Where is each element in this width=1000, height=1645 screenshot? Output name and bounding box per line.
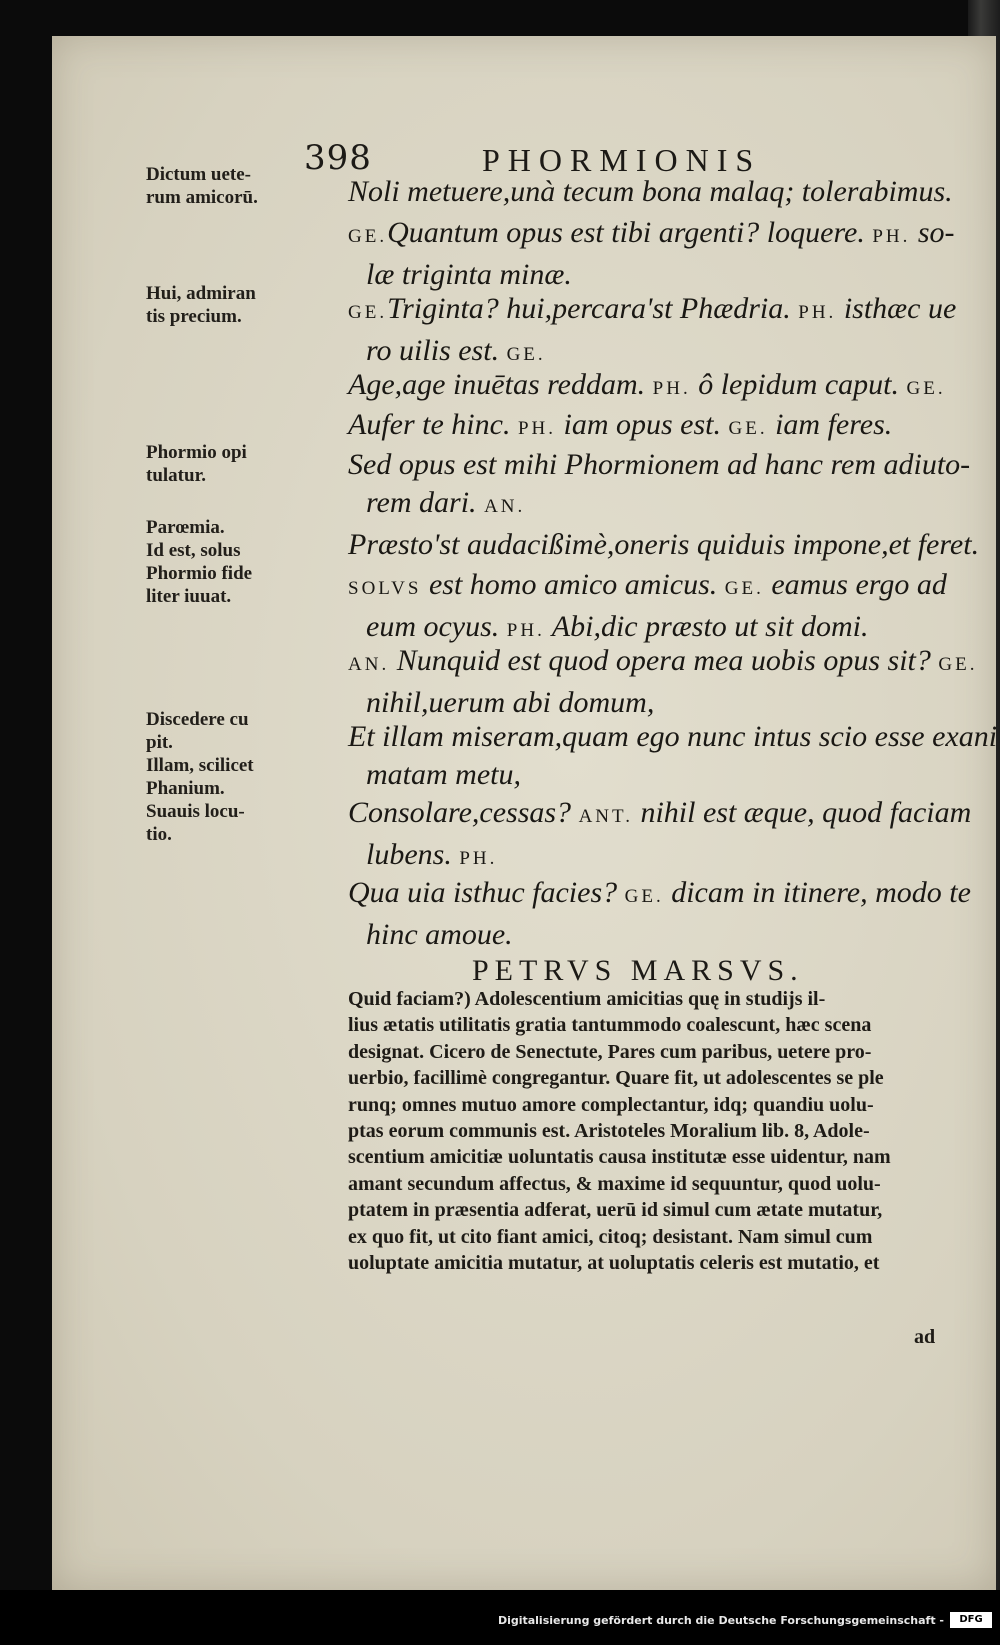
commentary-line: uerbio, facillimè congregantur. Quare fit, ut adolescentes se ple	[348, 1067, 884, 1090]
marginal-note-line: Discedere cu	[146, 709, 249, 730]
verse-run: iam opus est.	[556, 408, 729, 441]
marginal-note-line: Phormio fide	[146, 563, 253, 584]
running-head: PHORMIONIS	[482, 142, 762, 178]
book-page	[52, 36, 996, 1590]
commentary-line: runq; omnes mutuo amore complectantur, idq; quandiu uolu-	[348, 1093, 874, 1116]
verse-line	[348, 642, 988, 722]
verse-run: Nunquid est quod opera mea uobis opus sit?	[389, 644, 939, 677]
verse-line	[348, 718, 998, 794]
speaker-abbreviation: PH.	[652, 378, 691, 399]
verse-run: Age,age inuētas reddam.	[348, 368, 653, 401]
marginal-note-line: tis precium.	[146, 306, 242, 327]
verse-line	[348, 214, 988, 294]
commentary-line: lius ætatis utilitatis gratia tantummodo coalescunt, hæc scena	[348, 1014, 872, 1037]
speaker-abbreviation: GE.	[728, 418, 768, 439]
speaker-abbreviation: GE.	[506, 344, 546, 365]
verse-run: nihil,uerum abi domum,	[366, 686, 655, 719]
verse-run: Consolare,cessas?	[348, 796, 579, 829]
marginal-note-line: tulatur.	[146, 465, 207, 486]
speaker-abbreviation: GE.	[938, 654, 978, 675]
verse-text	[348, 446, 988, 484]
verse-run: Noli metuere,unà tecum bona malaq; tolerabimus.	[348, 175, 953, 208]
commentary-line: designat. Cicero de Senectute, Pares cum paribus, uetere pro-	[348, 1040, 872, 1063]
verse-run: lubens.	[366, 838, 460, 871]
commentary-line: uoluptate amicitia mutatur, at uoluptatis celeris est mutatio, et	[348, 1252, 880, 1275]
commentary-block	[348, 986, 988, 1276]
speaker-abbreviation: PH.	[459, 848, 498, 869]
verse-continuation	[348, 756, 988, 794]
marginal-note-line: tio.	[146, 824, 172, 845]
commentary-line: ptatem in præsentia adferat, uerū id simul cum ætate mutatur,	[348, 1199, 883, 1222]
verse-line	[348, 874, 988, 954]
catchword: ad	[914, 1326, 936, 1348]
verse-continuation	[348, 684, 988, 722]
marginal-note-line: Phormio opi	[146, 442, 247, 463]
verse-run: ro uilis est.	[366, 334, 507, 367]
verse-continuation	[348, 916, 988, 954]
verse-line	[348, 290, 988, 374]
verse-line	[348, 566, 988, 650]
verse-run: matam metu,	[366, 758, 521, 791]
speaker-abbreviation: GE.	[724, 578, 764, 599]
speaker-abbreviation: PH.	[798, 302, 837, 323]
verse-run: iam feres.	[767, 408, 893, 441]
verse-run: rem dari.	[366, 486, 485, 519]
verse-text	[348, 173, 988, 211]
marginal-note-line: Id est, solus	[146, 540, 241, 561]
verse-continuation	[348, 836, 988, 878]
verse-run: isthæc ue	[836, 292, 957, 325]
section-heading: PETRVS MARSVS.	[472, 954, 804, 987]
page-number: 398	[304, 138, 372, 178]
commentary-line: ex quo fit, ut cito fiant amici, citoq; desistant. Nam simul cum	[348, 1225, 873, 1248]
verse-run: hinc amoue.	[366, 918, 513, 951]
verse-run: Præsto'st audacißimè,oneris quiduis impone,et feret.	[348, 528, 980, 561]
verse-run: so-	[910, 216, 955, 249]
verse-run: nihil est æque, quod faciam	[632, 796, 972, 829]
verse-line	[348, 446, 988, 526]
funding-credit: Digitalisierung gefördert durch die Deutsche Forschungsgemeinschaft -	[497, 1614, 944, 1627]
marginal-note-line: Suauis locu-	[146, 801, 245, 822]
speaker-abbreviation: SOLVS	[348, 578, 422, 599]
speaker-abbreviation: AN.	[484, 496, 526, 517]
marginal-note-line: Phanium.	[146, 778, 225, 799]
speaker-abbreviation: GE.	[906, 378, 946, 399]
marginal-note-line: rum amicorū.	[146, 187, 258, 208]
speaker-abbreviation: PH.	[517, 418, 556, 439]
verse-line	[348, 366, 988, 408]
marginal-note-line: Illam, scilicet	[146, 755, 254, 776]
verse-text	[348, 526, 988, 564]
commentary-line: amant secundum affectus, & maxime id sequuntur, quod uolu-	[348, 1172, 881, 1195]
verse-run: Triginta? hui,percara'st Phædria.	[387, 292, 799, 325]
marginal-note-line: Parœmia.	[146, 517, 225, 538]
verse-run: dicam in itinere, modo te	[663, 876, 971, 909]
marginal-note-line: pit.	[146, 732, 173, 753]
digitization-footer	[0, 1590, 1000, 1645]
verse-run: ô lepidum caput.	[690, 368, 907, 401]
verse-run: Aufer te hinc.	[348, 408, 518, 441]
speaker-abbreviation: GE.	[348, 302, 388, 323]
verse-run: eum ocyus.	[366, 610, 507, 643]
marginal-note-line: Hui, admiran	[146, 283, 256, 304]
commentary-line: scentium amicitiæ uoluntatis causa institutæ esse uidentur, nam	[348, 1146, 891, 1169]
verse-run: Abi,dic præsto ut sit domi.	[544, 610, 869, 643]
speaker-abbreviation: PH.	[506, 620, 545, 641]
commentary-line: ptas eorum communis est. Aristoteles Moralium lib. 8, Adole-	[348, 1120, 870, 1143]
dfg-logo-icon: DFG	[950, 1612, 992, 1628]
verse-text	[348, 366, 988, 408]
verse-line	[348, 794, 988, 878]
verse-run: Et illam miseram,quam ego nunc intus scio esse exani	[348, 720, 998, 753]
marginal-note-line: Dictum uete-	[146, 164, 251, 185]
speaker-abbreviation: PH.	[872, 226, 911, 247]
verse-line	[348, 173, 988, 211]
verse-text	[348, 214, 988, 256]
verse-text	[348, 794, 988, 836]
verse-run: est homo amico amicus.	[421, 568, 725, 601]
speaker-abbreviation: GE.	[624, 886, 664, 907]
verse-continuation	[348, 484, 988, 526]
verse-text	[348, 290, 988, 332]
speaker-abbreviation: ANT.	[578, 806, 633, 827]
verse-run: Qua uia isthuc facies?	[348, 876, 625, 909]
verse-continuation	[348, 256, 988, 294]
speaker-abbreviation: GE.	[348, 226, 388, 247]
verse-run: læ triginta minæ.	[366, 258, 572, 291]
verse-text	[348, 406, 988, 448]
verse-text	[348, 718, 998, 756]
verse-text	[348, 874, 988, 916]
verse-line	[348, 406, 988, 448]
verse-run: eamus ergo ad	[763, 568, 947, 601]
verse-line	[348, 526, 988, 564]
speaker-abbreviation: AN.	[348, 654, 390, 675]
verse-run: Quantum opus est tibi argenti? loquere.	[387, 216, 873, 249]
verse-text	[348, 642, 988, 684]
verse-text	[348, 566, 988, 608]
commentary-line: Quid faciam?) Adolescentium amicitias quę in studijs il-	[348, 988, 826, 1010]
verse-run: Sed opus est mihi Phormionem ad hanc rem adiuto-	[348, 448, 971, 481]
marginal-note-line: liter iuuat.	[146, 586, 232, 607]
